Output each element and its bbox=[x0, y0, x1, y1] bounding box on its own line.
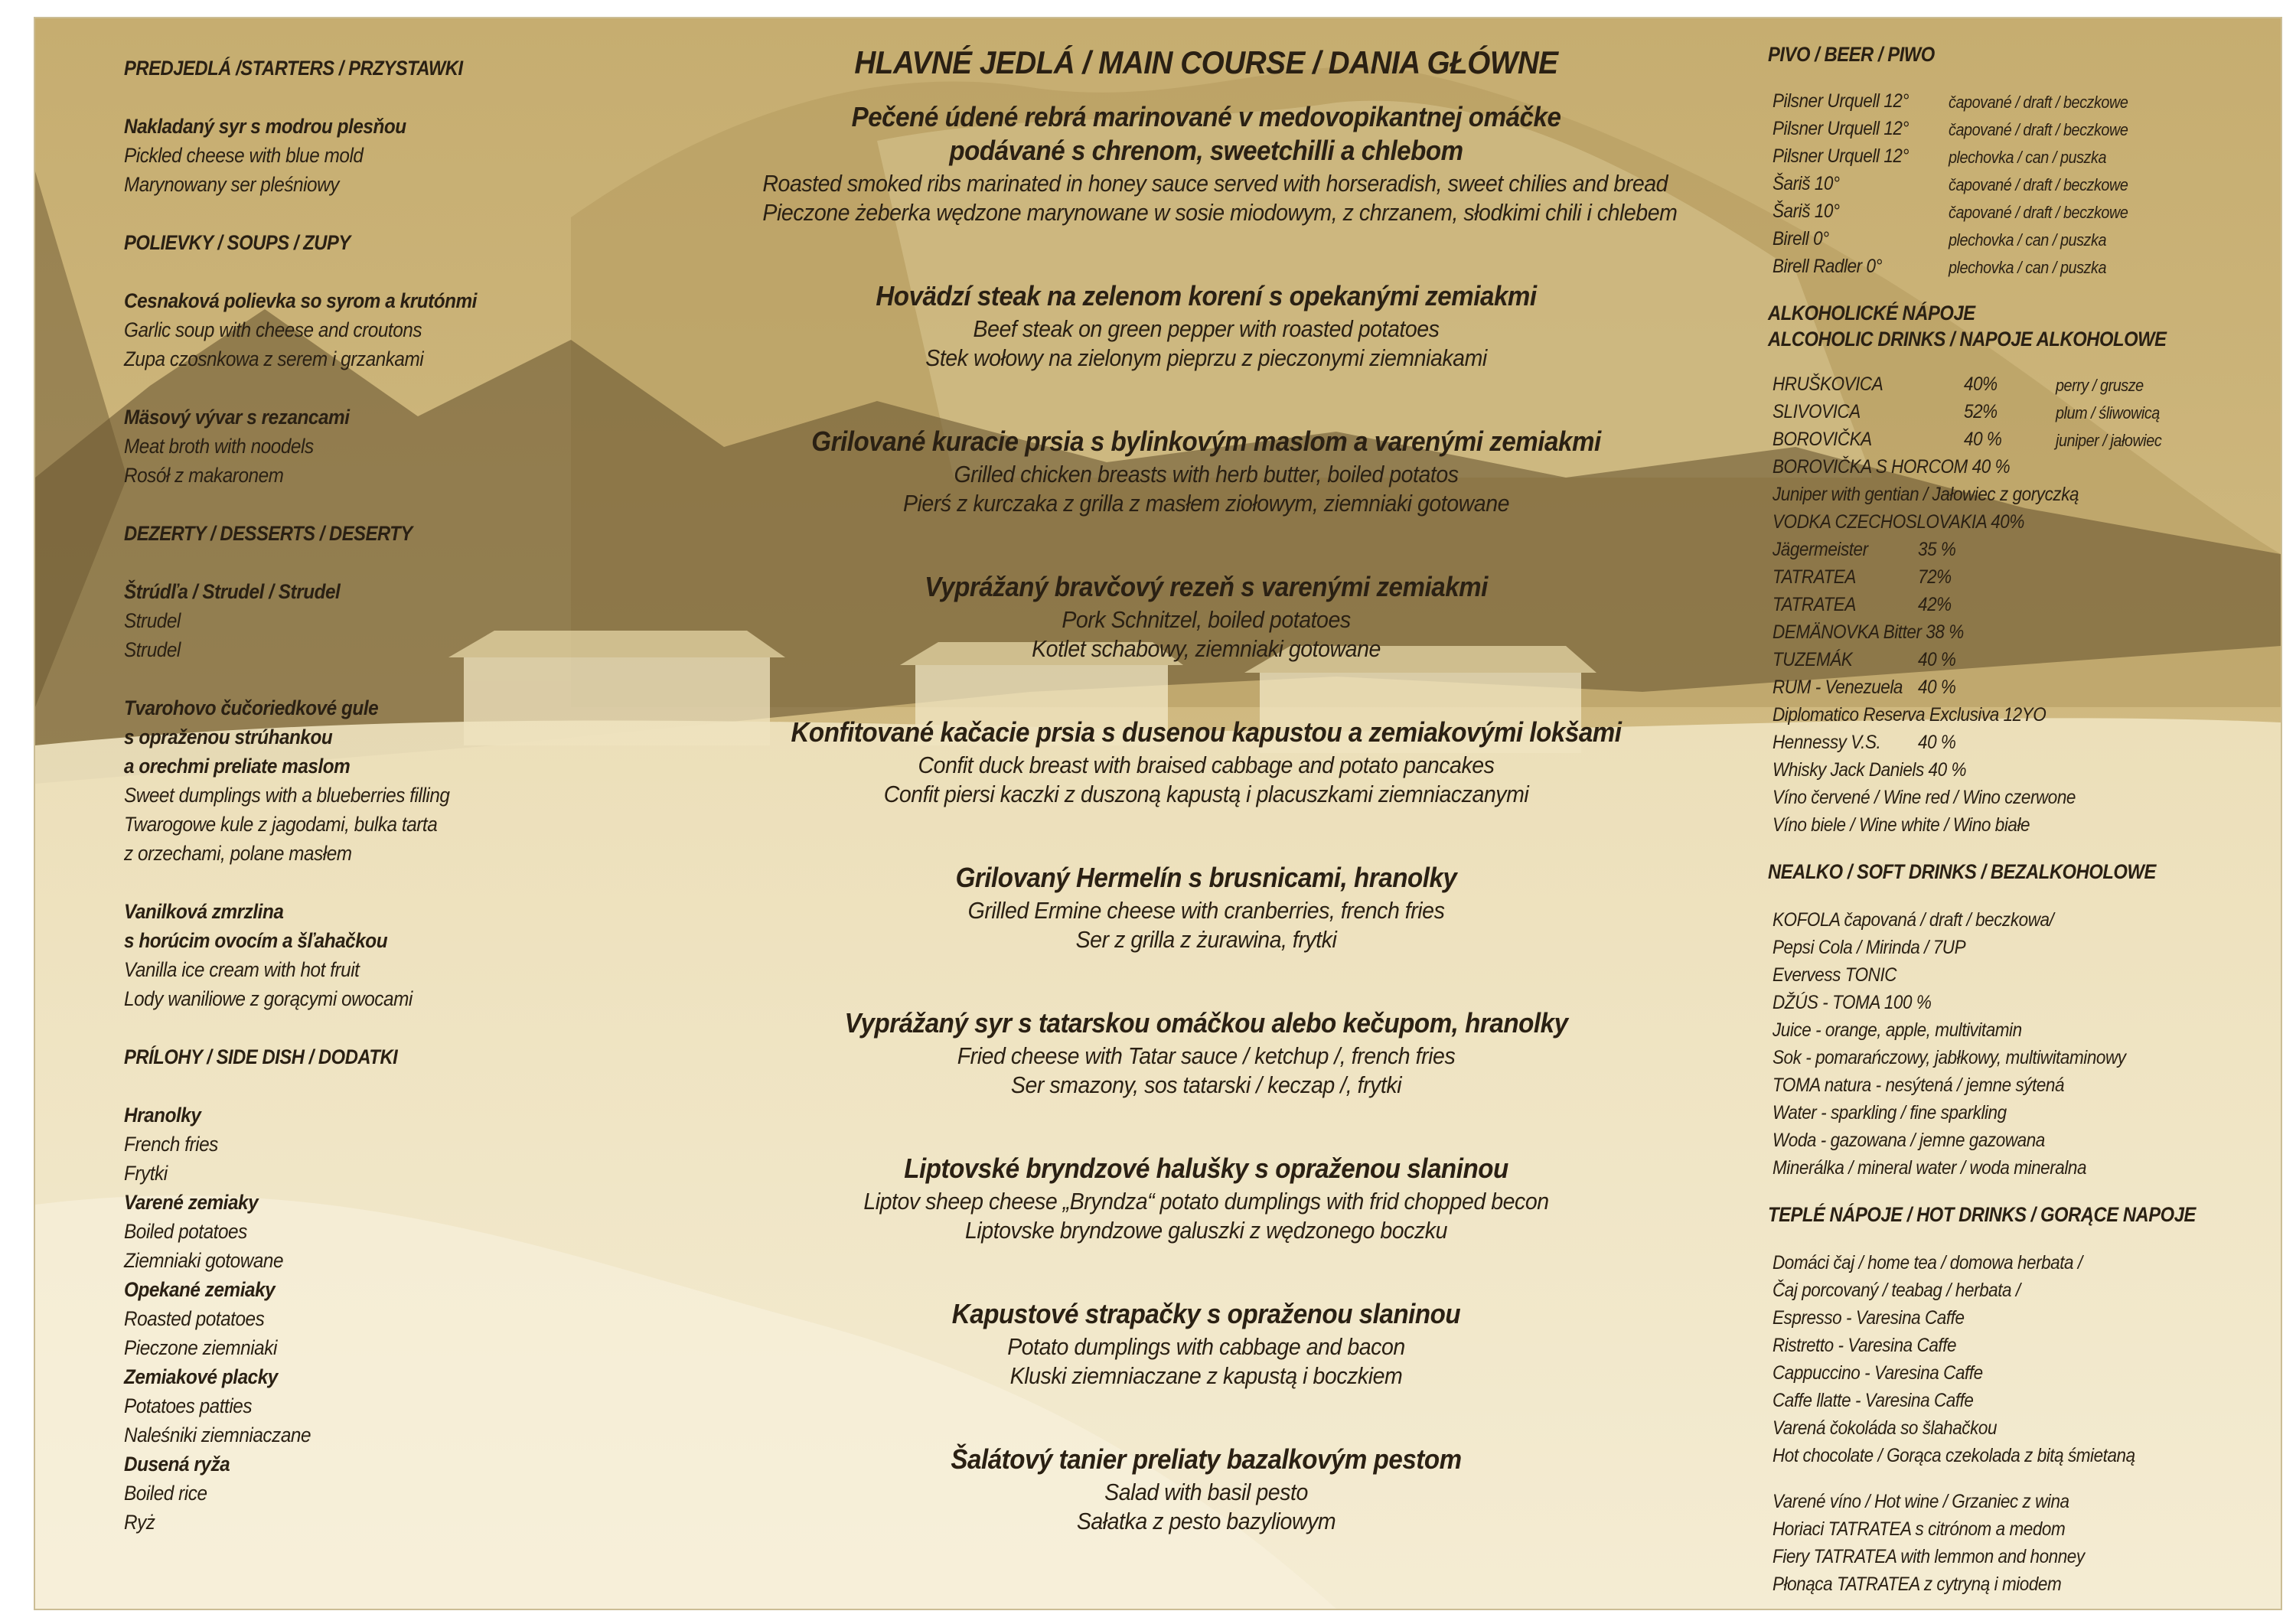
soft-drink: Woda - gazowana / jemne gazowana bbox=[1773, 1130, 2045, 1151]
side-en: Boiled potatoes bbox=[124, 1220, 247, 1243]
dish-en: Grilled Ermine cheese with cranberries, french fries bbox=[967, 897, 1445, 924]
dish-pl: Kotlet schabowy, ziemniaki gotowane bbox=[1032, 635, 1381, 662]
side-en: French fries bbox=[124, 1133, 218, 1156]
starter-name: Nakladaný syr s modrou plesňou bbox=[124, 115, 406, 138]
dish-pl: Stek wołowy na zielonym pieprzu z pieczonymi ziemniakami bbox=[925, 344, 1487, 371]
dish-en: Grilled chicken breasts with herb butter, boiled potatos bbox=[954, 461, 1459, 488]
dish-en: Salad with basil pesto bbox=[1104, 1479, 1308, 1505]
beer-type: plechovka / can / puszka bbox=[1949, 148, 2107, 167]
hot-drink: Horiaci TATRATEA s citrónom a medom bbox=[1773, 1518, 2066, 1540]
dish-name: Konfitované kačacie prsia s dusenou kapustou a zemiakovými lokšami bbox=[791, 716, 1622, 748]
main-column bbox=[724, 18, 1688, 1609]
dish-en: Beef steak on green pepper with roasted potatoes bbox=[973, 315, 1440, 342]
beer-name: Šariš 10° bbox=[1773, 173, 1840, 194]
drink-line: BOROVIČKA S HORCOM 40 % bbox=[1773, 456, 2011, 478]
side-name: Dusená ryža bbox=[124, 1453, 230, 1476]
dessert-name: Vanilková zmrzlina bbox=[124, 900, 284, 923]
soft-drink: Juice - orange, apple, multivitamin bbox=[1773, 1019, 2022, 1041]
hot-drink: Čaj porcovaný / teabag / herbata / bbox=[1773, 1280, 2020, 1301]
beer-type: čapované / draft / beczkowe bbox=[1949, 203, 2128, 222]
drink-name: HRUŠKOVICA bbox=[1773, 373, 1883, 395]
dessert-pl: Strudel bbox=[124, 638, 181, 661]
soft-drink: Minerálka / mineral water / woda mineralna bbox=[1773, 1157, 2087, 1179]
hot-drink: Caffe llatte - Varesina Caffe bbox=[1773, 1390, 1974, 1411]
dish-pl: Liptovske bryndzowe galuszki z wędzonego boczku bbox=[965, 1217, 1447, 1244]
soft-drink: DŽÚS - TOMA 100 % bbox=[1773, 992, 1932, 1013]
hot-drink: Płonąca TATRATEA z cytryną i miodem bbox=[1773, 1573, 2062, 1595]
dish-name: Hovädzí steak na zelenom korení s opekanými zemiakmi bbox=[876, 280, 1537, 311]
beer-heading: PIVO / BEER / PIWO bbox=[1768, 43, 1935, 66]
side-en: Boiled rice bbox=[124, 1482, 207, 1505]
drink-desc: juniper / jałowiec bbox=[2056, 431, 2162, 450]
soft-drink: Evervess TONIC bbox=[1773, 964, 1897, 986]
drink-abv: 35 % bbox=[1918, 539, 1956, 560]
soup-en: Garlic soup with cheese and croutons bbox=[124, 318, 422, 341]
beer-type: čapované / draft / beczkowe bbox=[1949, 120, 2128, 139]
drink-name: Jägermeister bbox=[1773, 539, 1868, 560]
beer-name: Šariš 10° bbox=[1773, 201, 1840, 222]
dish-en: Roasted smoked ribs marinated in honey sauce served with horseradish, sweet chilies and bread bbox=[762, 170, 1668, 197]
side-en: Potatoes patties bbox=[124, 1394, 253, 1417]
soup-name: Cesnaková polievka so syrom a krutónmi bbox=[124, 289, 477, 312]
dessert-en: Strudel bbox=[124, 609, 181, 632]
hot-drinks-heading: TEPLÉ NÁPOJE / HOT DRINKS / GORĄCE NAPOJE bbox=[1768, 1203, 2196, 1226]
menu-sheet bbox=[34, 17, 2282, 1610]
soft-drink: Water - sparkling / fine sparkling bbox=[1773, 1102, 2007, 1123]
dessert-name: Štrúdľa / Strudel / Strudel bbox=[124, 580, 341, 603]
drink-line: Whisky Jack Daniels 40 % bbox=[1773, 759, 1967, 781]
beer-name: Pilsner Urquell 12° bbox=[1773, 118, 1910, 139]
hot-drink: Varené víno / Hot wine / Grzaniec z wina bbox=[1773, 1491, 2069, 1512]
dish-en: Fried cheese with Tatar sauce / ketchup /, french fries bbox=[957, 1042, 1456, 1069]
dish-en: Pork Schnitzel, boiled potatoes bbox=[1062, 606, 1351, 633]
alcohol-heading: ALCOHOLIC DRINKS / NAPOJE ALKOHOLOWE bbox=[1768, 328, 2167, 351]
drink-name: BOROVIČKA bbox=[1773, 429, 1872, 450]
dish-name: Kapustové strapačky s opraženou slaninou bbox=[951, 1298, 1461, 1329]
drink-abv: 72% bbox=[1918, 566, 1952, 588]
soft-drink: TOMA natura - nesýtená / jemne sýtená bbox=[1773, 1075, 2065, 1096]
dessert-pl: Lody waniliowe z gorącymi owocami bbox=[124, 987, 413, 1010]
drink-line: DEMÄNOVKA Bitter 38 % bbox=[1773, 621, 1964, 643]
drink-line: Diplomatico Reserva Exclusiva 12YO bbox=[1773, 704, 2047, 726]
dish-en: Potato dumplings with cabbage and bacon bbox=[1007, 1333, 1405, 1360]
dessert-pl: z orzechami, polane masłem bbox=[124, 842, 352, 865]
dish-en: Liptov sheep cheese „Bryndza“ potato dumplings with frid chopped becon bbox=[863, 1188, 1549, 1215]
beer-type: plechovka / can / puszka bbox=[1949, 230, 2107, 249]
drink-abv: 42% bbox=[1918, 594, 1952, 615]
main-course-heading: HLAVNÉ JEDLÁ / MAIN COURSE / DANIA GŁÓWNE bbox=[854, 44, 1558, 80]
hot-drink: Hot chocolate / Gorąca czekolada z bitą śmietaną bbox=[1773, 1445, 2135, 1466]
side-name: Varené zemiaky bbox=[124, 1191, 259, 1214]
drink-line: Víno červené / Wine red / Wino czerwone bbox=[1773, 787, 2076, 808]
dish-name: Grilované kuracie prsia s bylinkovým maslom a varenými zemiakmi bbox=[811, 426, 1601, 457]
dish-name: Vyprážaný syr s tatarskou omáčkou alebo kečupom, hranolky bbox=[844, 1007, 1568, 1039]
hot-drink: Domáci čaj / home tea / domowa herbata / bbox=[1773, 1252, 2082, 1273]
side-pl: Frytki bbox=[124, 1162, 168, 1185]
beer-type: čapované / draft / beczkowe bbox=[1949, 175, 2128, 194]
drink-abv: 40 % bbox=[1918, 649, 1956, 670]
soup-name: Mäsový vývar s rezancami bbox=[124, 406, 350, 429]
beer-name: Birell 0° bbox=[1773, 228, 1829, 249]
dish-name: Vyprážaný bravčový rezeň s varenými zemiakmi bbox=[925, 571, 1488, 602]
soft-drink: Sok - pomarańczowy, jabłkowy, multiwitaminowy bbox=[1773, 1047, 2126, 1068]
dessert-pl: Twarogowe kule z jagodami, bulka tarta bbox=[124, 813, 438, 836]
drink-abv: 40 % bbox=[1918, 677, 1956, 698]
dish-pl: Sałatka z pesto bazyliowym bbox=[1076, 1508, 1336, 1534]
side-pl: Naleśniki ziemniaczane bbox=[124, 1423, 311, 1446]
starter-pl: Marynowany ser pleśniowy bbox=[124, 173, 339, 196]
dish-pl: Pieczone żeberka wędzone marynowane w sosie miodowym, z chrzanem, słodkimi chili i chlebem bbox=[762, 199, 1678, 226]
soft-drinks-heading: NEALKO / SOFT DRINKS / BEZALKOHOLOWE bbox=[1768, 860, 2156, 883]
dish-pl: Ser z grilla z żurawina, frytki bbox=[1075, 926, 1337, 953]
alcohol-heading: ALKOHOLICKÉ NÁPOJE bbox=[1768, 302, 1975, 324]
beer-name: Pilsner Urquell 12° bbox=[1773, 145, 1910, 167]
side-name: Hranolky bbox=[124, 1104, 201, 1127]
beer-type: čapované / draft / beczkowe bbox=[1949, 93, 2128, 112]
drink-name: Hennessy V.S. bbox=[1773, 732, 1881, 753]
sides-heading: PRÍLOHY / SIDE DISH / DODATKI bbox=[124, 1045, 398, 1068]
dish-pl: Confit piersi kaczki z duszoną kapustą i placuszkami ziemniaczanymi bbox=[883, 781, 1529, 807]
starter-en: Pickled cheese with blue mold bbox=[124, 144, 364, 167]
beer-name: Pilsner Urquell 12° bbox=[1773, 90, 1910, 112]
soups-heading: POLIEVKY / SOUPS / ZUPY bbox=[124, 231, 351, 254]
drink-name: TATRATEA bbox=[1773, 566, 1856, 588]
dish-pl: Pierś z kurczaka z grilla z masłem ziołowym, ziemniaki gotowane bbox=[902, 490, 1510, 517]
soup-pl: Rosół z makaronem bbox=[124, 464, 284, 487]
hot-drink: Espresso - Varesina Caffe bbox=[1773, 1307, 1965, 1329]
dish-name: Grilovaný Hermelín s brusnicami, hranolky bbox=[955, 862, 1457, 893]
drink-abv: 40 % bbox=[1918, 732, 1956, 753]
soft-drink: KOFOLA čapovaná / draft / beczkowa/ bbox=[1773, 909, 2054, 931]
dish-pl: Kluski ziemniaczane z kapustą i boczkiem bbox=[1009, 1362, 1403, 1389]
drink-desc: plum / śliwowicą bbox=[2056, 403, 2160, 422]
side-pl: Pieczone ziemniaki bbox=[124, 1336, 277, 1359]
drink-desc: perry / grusze bbox=[2056, 376, 2144, 395]
dessert-name: s opraženou strúhankou bbox=[124, 726, 333, 748]
side-pl: Ziemniaki gotowane bbox=[124, 1249, 284, 1272]
dessert-en: Vanilla ice cream with hot fruit bbox=[124, 958, 360, 981]
soup-en: Meat broth with noodels bbox=[124, 435, 314, 458]
drink-line: VODKA CZECHOSLOVAKIA 40% bbox=[1773, 511, 2024, 533]
hot-drink: Fiery TATRATEA with lemmon and honney bbox=[1773, 1546, 2085, 1567]
dish-pl: Ser smazony, sos tatarski / keczap /, frytki bbox=[1010, 1071, 1402, 1098]
drink-abv: 40 % bbox=[1964, 429, 2002, 450]
dish-name: Pečené údené rebrá marinované v medovopikantnej omáčke bbox=[851, 101, 1561, 132]
drink-line: Juniper with gentian / Jałowiec z goryczką bbox=[1773, 484, 2079, 505]
side-pl: Ryż bbox=[124, 1511, 155, 1534]
dish-name: podávané s chrenom, sweetchilli a chlebom bbox=[949, 135, 1463, 166]
drink-line: Víno biele / Wine white / Wino białe bbox=[1773, 814, 2030, 836]
beer-type: plechovka / can / puszka bbox=[1949, 258, 2107, 277]
side-en: Roasted potatoes bbox=[124, 1307, 265, 1330]
starters-heading: PREDJEDLÁ /STARTERS / PRZYSTAWKI bbox=[124, 57, 463, 80]
soft-drink: Pepsi Cola / Mirinda / 7UP bbox=[1773, 937, 1966, 958]
drink-name: TATRATEA bbox=[1773, 594, 1856, 615]
dessert-name: a orechmi preliate maslom bbox=[124, 755, 351, 778]
side-name: Zemiakové placky bbox=[124, 1365, 278, 1388]
dessert-en: Sweet dumplings with a blueberries filling bbox=[124, 784, 450, 807]
drink-abv: 52% bbox=[1964, 401, 1998, 422]
hot-drink: Varená čokoláda so šlahačkou bbox=[1773, 1417, 1998, 1439]
hot-drink: Ristretto - Varesina Caffe bbox=[1773, 1335, 1957, 1356]
hot-drink: Cappuccino - Varesina Caffe bbox=[1773, 1362, 1983, 1384]
drink-name: RUM - Venezuela bbox=[1773, 677, 1903, 698]
drink-name: TUZEMÁK bbox=[1773, 649, 1853, 670]
dessert-name: Tvarohovo čučoriedkové gule bbox=[124, 696, 379, 719]
dessert-name: s horúcim ovocím a šľahačkou bbox=[124, 929, 388, 952]
beer-name: Birell Radler 0° bbox=[1773, 256, 1883, 277]
dish-en: Confit duck breast with braised cabbage and potato pancakes bbox=[918, 752, 1495, 778]
soup-pl: Zupa czosnkowa z serem i grzankami bbox=[124, 347, 424, 370]
drink-name: SLIVOVICA bbox=[1773, 401, 1861, 422]
dish-name: Šalátový tanier preliaty bazalkovým pestom bbox=[951, 1443, 1462, 1475]
drink-abv: 40% bbox=[1964, 373, 1998, 395]
side-name: Opekané zemiaky bbox=[124, 1278, 276, 1301]
desserts-heading: DEZERTY / DESSERTS / DESERTY bbox=[124, 522, 413, 545]
dish-name: Liptovské bryndzové halušky s opraženou slaninou bbox=[904, 1153, 1508, 1184]
